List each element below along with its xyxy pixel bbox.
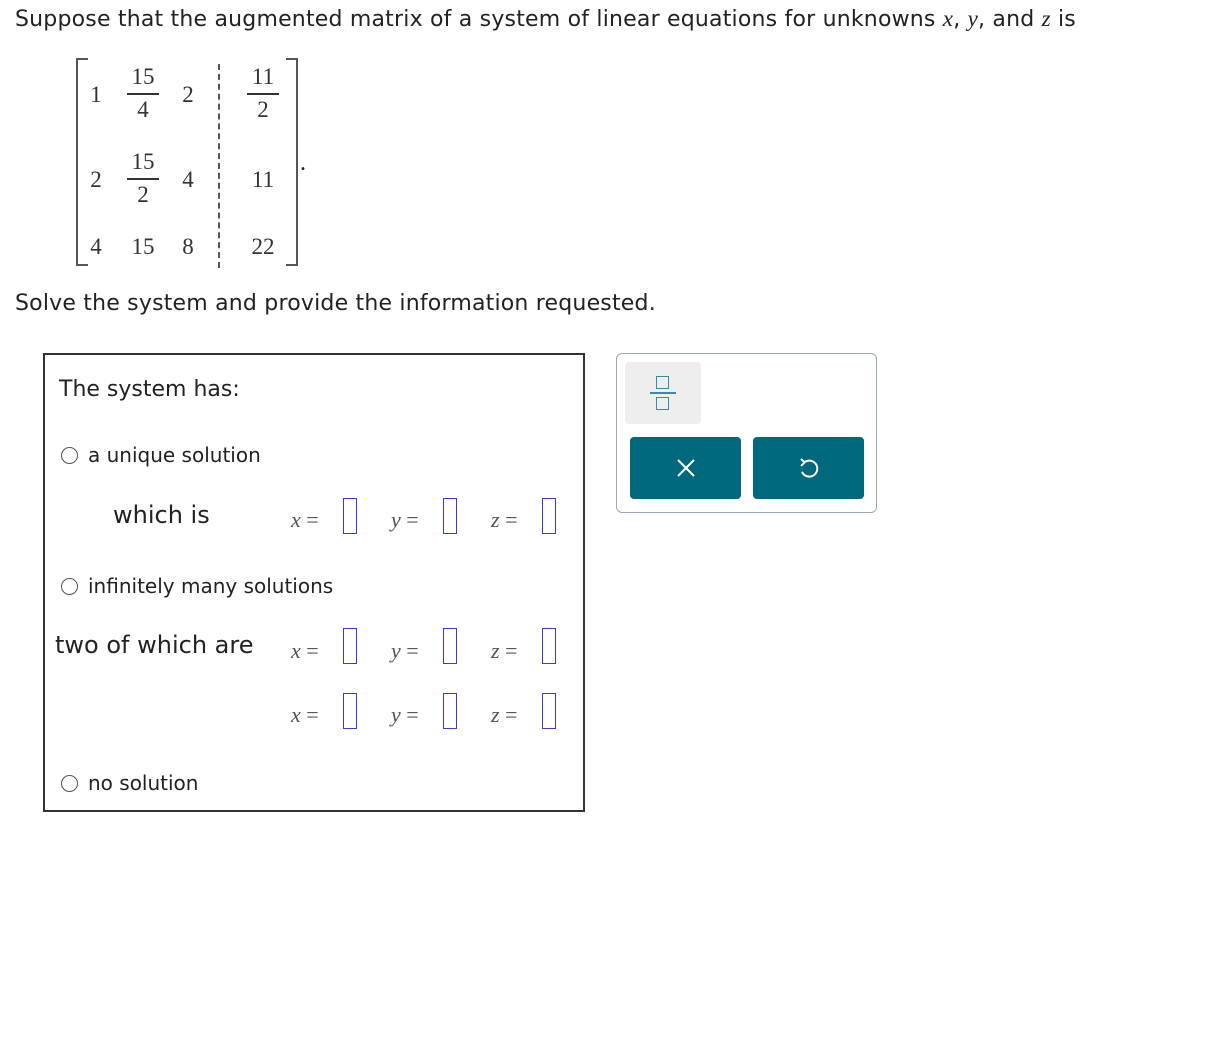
question-prompt	[15, 6, 1076, 32]
eq-label-z: z =	[491, 702, 518, 727]
eq-label-y: y =	[391, 638, 419, 663]
matrix-divider	[218, 64, 220, 268]
solution2-y-input[interactable]	[443, 693, 457, 729]
unique-y-input[interactable]	[443, 498, 457, 534]
matrix-cell: 15	[131, 234, 155, 259]
var-z: z	[1041, 6, 1051, 31]
fraction-denominator: 2	[137, 182, 149, 207]
eq-label-x: x =	[291, 702, 319, 727]
option-label-infinite: infinitely many solutions	[88, 574, 334, 598]
matrix-right-bracket	[286, 58, 298, 266]
unique-z-input[interactable]	[542, 498, 556, 534]
matrix-cell: 11	[251, 167, 275, 192]
var-y: y	[967, 6, 979, 31]
prompt-sep: ,	[953, 7, 968, 32]
eq-label-z: z =	[491, 507, 518, 532]
instruction-text: Solve the system and provide the information requested.	[15, 291, 656, 316]
prompt-text: Suppose that the augmented matrix of a system of linear equations for unknowns	[15, 7, 943, 32]
eq-label-z: z =	[491, 638, 518, 663]
solution2-z-input[interactable]	[542, 693, 556, 729]
solution1-x-input[interactable]	[343, 628, 357, 664]
solution1-z-input[interactable]	[542, 628, 556, 664]
matrix-cell: 1	[90, 82, 102, 107]
fraction-numerator: 15	[131, 64, 155, 89]
answer-panel	[43, 353, 585, 812]
matrix-cell: 4	[90, 234, 102, 259]
matrix-cell: 4	[182, 167, 194, 192]
eq-label-y: y =	[391, 702, 419, 727]
math-toolbar	[616, 353, 877, 513]
matrix-cell: 8	[182, 234, 194, 259]
matrix-fraction	[247, 64, 279, 123]
option-label-none: no solution	[88, 771, 199, 795]
fraction-bar	[127, 93, 159, 95]
prompt-sep: , and	[978, 7, 1042, 32]
eq-label-x: x =	[291, 638, 319, 663]
matrix-cell: 22	[251, 234, 275, 259]
infinite-prefix: two of which are	[55, 631, 254, 659]
matrix-cell: 2	[90, 167, 102, 192]
fraction-denominator: 2	[257, 97, 269, 122]
var-x: x	[942, 6, 954, 31]
fraction-numerator: 15	[131, 149, 155, 174]
solution1-y-input[interactable]	[443, 628, 457, 664]
matrix-fraction	[127, 149, 159, 208]
matrix-left-bracket	[76, 58, 88, 266]
option-label-unique: a unique solution	[88, 443, 261, 467]
radio-no-solution[interactable]	[61, 775, 78, 792]
radio-unique-solution[interactable]	[61, 447, 78, 464]
eq-label-x: x =	[291, 507, 319, 532]
eq-label-y: y =	[391, 507, 419, 532]
fraction-icon-line	[650, 392, 676, 394]
matrix-fraction	[127, 64, 159, 123]
panel-heading: The system has:	[59, 377, 240, 402]
solution2-x-input[interactable]	[343, 693, 357, 729]
fraction-icon-bottom	[656, 397, 669, 410]
matrix-cell: 2	[182, 82, 194, 107]
radio-infinite-solutions[interactable]	[61, 578, 78, 595]
fraction-bar	[247, 93, 279, 95]
fraction-button[interactable]	[625, 362, 701, 424]
fraction-numerator: 11	[251, 64, 275, 89]
unique-x-input[interactable]	[343, 498, 357, 534]
reset-button[interactable]	[753, 437, 864, 499]
clear-button[interactable]	[630, 437, 741, 499]
prompt-text: is	[1050, 7, 1076, 32]
fraction-denominator: 4	[137, 97, 149, 122]
matrix-period: .	[300, 150, 306, 176]
undo-icon	[797, 456, 821, 480]
fraction-icon-top	[656, 376, 669, 389]
unique-prefix: which is	[113, 501, 210, 529]
close-icon	[675, 457, 697, 479]
fraction-bar	[127, 178, 159, 180]
